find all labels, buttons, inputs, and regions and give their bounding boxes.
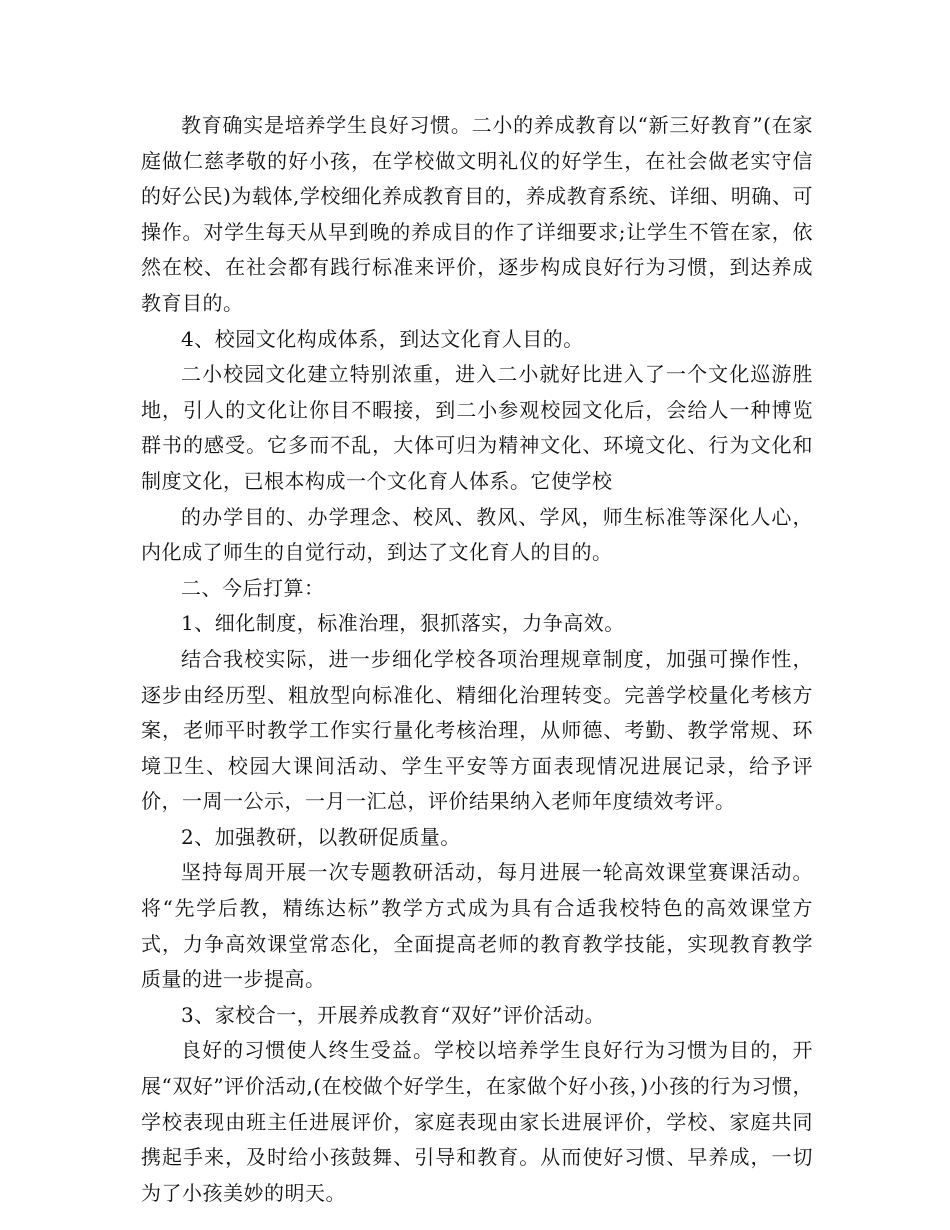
paragraph-home-school: 良好的习惯使人终生受益。学校以培养学生良好行为习惯为目的，开展“双好”评价活动,(在校做个好学生，在家做个好小孩，)小孩的行为习惯，学校表现由班主任进展评价，家庭表现由家长进展评价，学校、家庭共同携起手来，及时给小孩鼓舞、引导和教育。从而使好习惯、早养成，一切为了小孩美妙的明天。 [141,1038,813,1205]
paragraph-teaching-research: 坚持每周开展一次专题教研活动，每月进展一轮高效课堂赛课活动。将“先学后教，精练达标”教学方式成为具有合适我校特色的高效课堂方式，力争高效课堂常态化，全面提高老师的教育教学技能，实现教育教学质量的进一步提高。 [141,860,813,992]
heading-home-school: 3、家校合一，开展养成教育“双好”评价活动。 [181,1002,606,1027]
heading-refine-system: 1、细化制度，标准治理，狠抓落实，力争高效。 [181,611,625,636]
heading-future-plans: 二、今后打算： [181,575,325,600]
document-page [141,108,813,1211]
heading-teaching-research: 2、加强教研，以教研促质量。 [181,824,461,849]
heading-campus-culture: 4、校园文化构成体系，到达文化育人目的。 [181,326,584,351]
paragraph-culture-continuation: 的办学目的、办学理念、校风、教风、学风，师生标准等深化人心，内化成了师生的自觉行动，到达了文化育人的目的。 [141,504,813,565]
paragraph-refine-system: 结合我校实际，进一步细化学校各项治理规章制度，加强可操作性，逐步由经历型、粗放型向标准化、精细化治理转变。完善学校量化考核方案，老师平时教学工作实行量化考核治理，从师德、考勤、教学常规、环境卫生、校园大课间活动、学生平安等方面表现情况进展记录，给予评价，一周一公示，一月一汇总，评价结果纳入老师年度绩效考评。 [141,646,813,814]
paragraph-campus-culture: 二小校园文化建立特别浓重，进入二小就好比进入了一个文化巡游胜地，引人的文化让你目不暇接，到二小参观校园文化后，会给人一种博览群书的感受。它多而不乱，大体可归为精神文化、环境文化、行为文化和制度文化，已根本构成一个文化育人体系。它使学校 [141,362,813,493]
paragraph-habit-education: 教育确实是培养学生良好习惯。二小的养成教育以“新三好教育”(在家庭做仁慈孝敬的好小孩，在学校做文明礼仪的好学生，在社会做老实守信的好公民)为载体,学校细化养成教育目的，养成教育系统、详细、明确、可操作。对学生每天从早到晚的养成目的作了详细要求;让学生不管在家，依然在校、在社会都有践行标准来评价，逐步构成良好行为习惯，到达养成教育目的。 [141,113,813,315]
